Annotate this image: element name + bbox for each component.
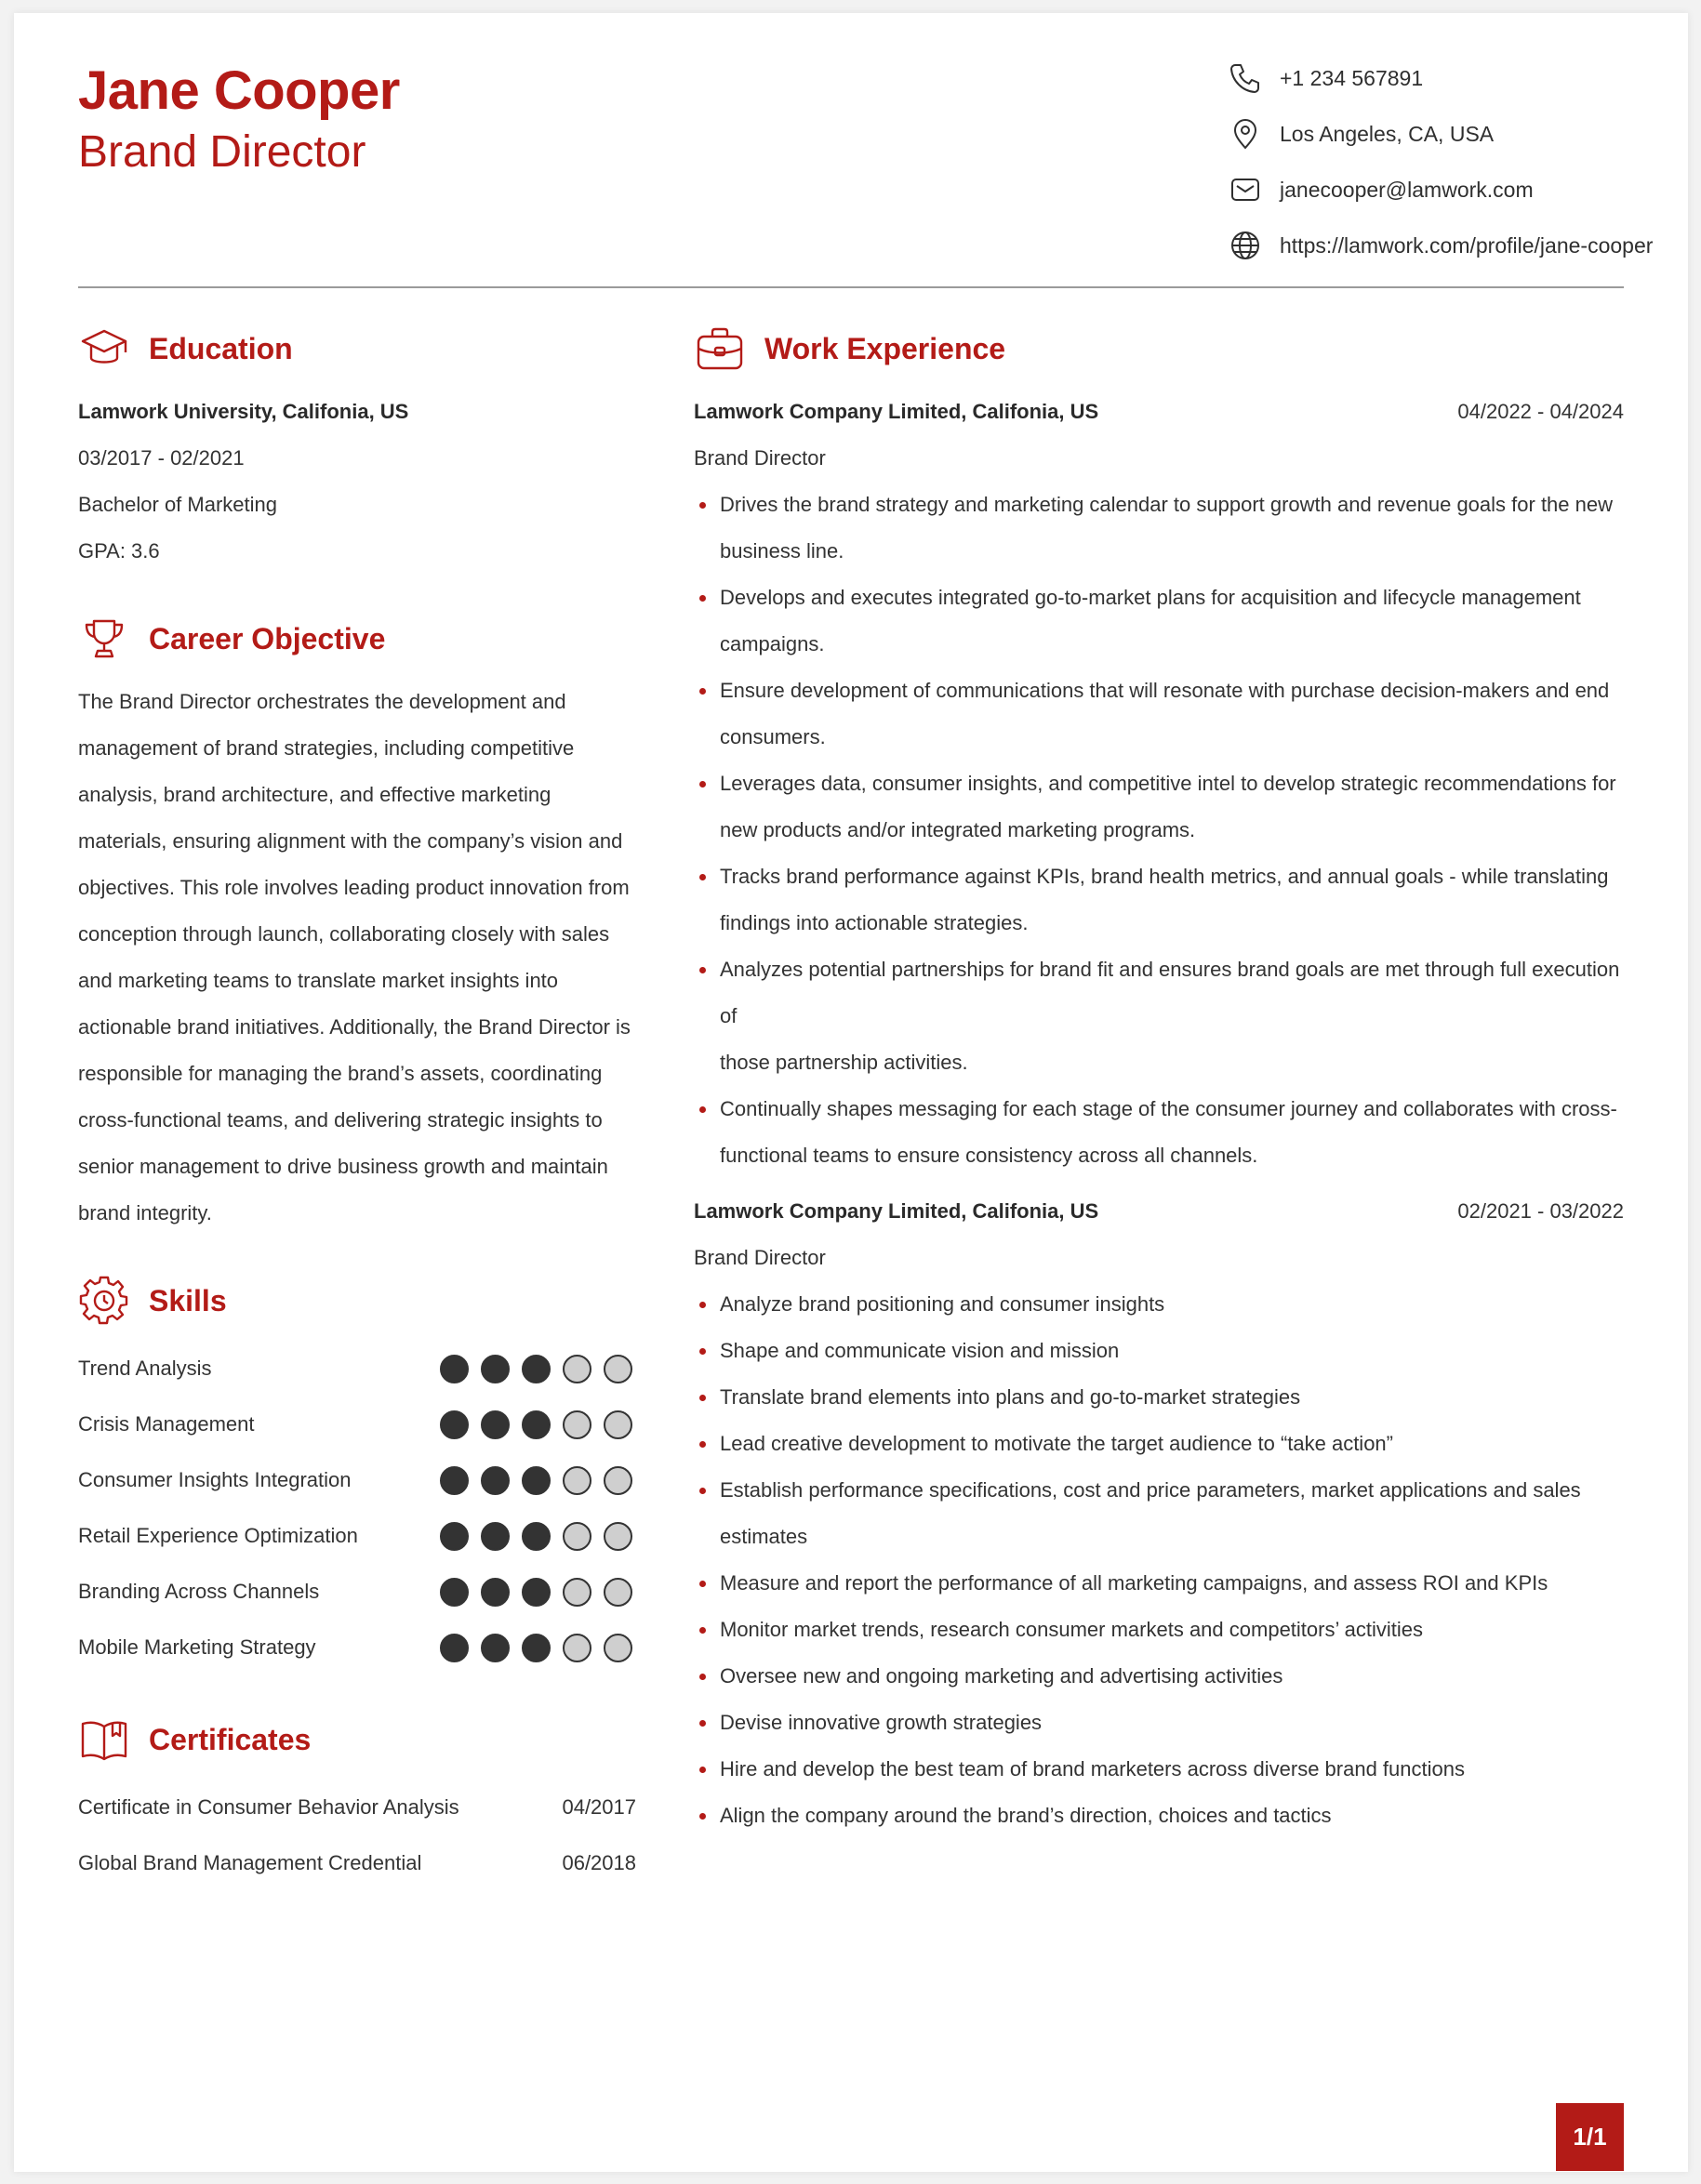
bullet-text-line: findings into actionable strategies. [720,911,1029,934]
objective-line: conception through launch, collaborating closely with sales [78,922,610,946]
objective-line: actionable brand initiatives. Additionally, the Brand Director is [78,1015,631,1039]
section-heading [694,320,1624,377]
bullet-item [694,1746,1624,1793]
career-objective-section [78,610,636,1237]
rating-dot-empty [563,1578,591,1607]
bullet-text-line: Tracks brand performance against KPIs, brand health metrics, and annual goals - while translating [720,865,1609,888]
contact-location [1227,106,1627,162]
job-dates: 04/2022 - 04/2024 [1457,400,1624,423]
bullet-text-line: functional teams to ensure consistency across all channels. [720,1144,1258,1167]
bullet-text-line: Continually shapes messaging for each stage of the consumer journey and collaborates with cross- [720,1097,1617,1120]
bullet-text-line: Analyzes potential partnerships for brand fit and ensures brand goals are met through full execution of [720,958,1620,1027]
bullet-text-line: Align the company around the brand’s direction, choices and tactics [720,1804,1332,1827]
objective-line: analysis, brand architecture, and effective marketing [78,783,551,806]
bullet-item [694,946,1624,1086]
rating-dot-filled [440,1466,469,1495]
skill-rating [440,1634,632,1662]
rating-dot-filled [440,1634,469,1662]
section-heading [78,1711,636,1768]
bullet-item [694,1374,1624,1421]
bullet-item [694,575,1624,668]
contact-text: https://lamwork.com/profile/jane-cooper [1280,232,1654,258]
skill-row [78,1508,636,1564]
location-pin-icon [1227,115,1264,152]
bullet-text-line: those partnership activities. [720,1051,968,1074]
objective-line: objectives. This role involves leading product innovation from [78,876,630,899]
bullet-item [694,1607,1624,1653]
rating-dot-empty [563,1466,591,1495]
skill-name: Branding Across Channels [78,1580,320,1603]
rating-dot-empty [604,1410,632,1439]
bullet-text-line: Leverages data, consumer insights, and competitive intel to develop strategic recommendations for [720,772,1616,795]
bullet-item [694,1467,1624,1560]
objective-line: brand integrity. [78,1201,212,1224]
bullet-item [694,668,1624,761]
rating-dot-empty [604,1466,632,1495]
briefcase-icon [694,323,746,375]
globe-icon [1227,227,1264,264]
rating-dot-empty [563,1410,591,1439]
candidate-name: Jane Cooper [78,60,400,121]
certificate-date: 06/2018 [562,1851,636,1874]
section-title: Career Objective [149,621,386,655]
rating-dot-empty [604,1522,632,1551]
bullet-text-line: Establish performance specifications, cost and price parameters, market applications and sales [720,1478,1581,1502]
section-heading [78,320,636,377]
phone-icon [1227,60,1264,97]
skill-row [78,1452,636,1508]
bullet-item [694,1281,1624,1328]
bullet-text-line: Hire and develop the best team of brand marketers across diverse brand functions [720,1757,1465,1780]
education-dates: 03/2017 - 02/2021 [78,446,245,470]
contact-list [1227,50,1654,273]
rating-dot-filled [440,1410,469,1439]
bullet-text-line: consumers. [720,725,826,748]
bullet-item [694,1421,1624,1467]
contact-website [1227,218,1654,273]
bullet-text-line: Measure and report the performance of all marketing campaigns, and assess ROI and KPIs [720,1571,1548,1595]
right-column [694,320,1624,1839]
left-column [78,320,636,1891]
section-heading [78,1272,636,1330]
gpa: GPA: 3.6 [78,539,160,563]
page-indicator: 1/1 [1556,2103,1624,2171]
rating-dot-empty [563,1522,591,1551]
skill-rating [440,1466,632,1495]
rating-dot-empty [604,1355,632,1383]
bullet-text-line: business line. [720,539,844,563]
bullet-text-line: Shape and communicate vision and mission [720,1339,1120,1362]
contact-text: janecooper@lamwork.com [1280,177,1534,202]
bullet-text-line: Ensure development of communications that will resonate with purchase decision-makers and end [720,679,1610,702]
bullet-text-line: Oversee new and ongoing marketing and advertising activities [720,1664,1283,1688]
certificate-row [78,1835,636,1891]
bullet-text-line: Develops and executes integrated go-to-market plans for acquisition and lifecycle management [720,586,1581,609]
section-title: Education [149,331,293,365]
contact-text: Los Angeles, CA, USA [1280,121,1495,146]
skill-rating [440,1578,632,1607]
rating-dot-filled [440,1522,469,1551]
certificate-row [78,1780,636,1835]
skill-rating [440,1522,632,1551]
job-header [694,1188,1624,1235]
section-heading [78,610,636,668]
job-entry [694,1188,1624,1839]
school-name: Lamwork University, Califonia, US [78,400,409,423]
mail-icon [1227,171,1264,208]
bullet-text-line: campaigns. [720,632,825,655]
bullet-item [694,1700,1624,1746]
job-dates: 02/2021 - 03/2022 [1457,1199,1624,1223]
job-bullets [694,482,1624,1179]
rating-dot-filled [481,1578,510,1607]
rating-dot-filled [481,1355,510,1383]
rating-dot-empty [563,1355,591,1383]
bullet-item [694,1653,1624,1700]
gear-clock-icon [78,1275,130,1327]
bullet-text-line: Analyze brand positioning and consumer insights [720,1292,1165,1316]
bullet-item [694,761,1624,854]
company-name: Lamwork Company Limited, Califonia, US [694,1199,1099,1223]
objective-line: responsible for managing the brand’s assets, coordinating [78,1062,603,1085]
job-bullets [694,1281,1624,1839]
rating-dot-filled [522,1578,551,1607]
rating-dot-filled [522,1522,551,1551]
bullet-item [694,1328,1624,1374]
bullet-text-line: Monitor market trends, research consumer markets and competitors’ activities [720,1618,1424,1641]
certificate-name: Global Brand Management Credential [78,1851,422,1874]
rating-dot-filled [522,1466,551,1495]
skill-rating [440,1355,632,1383]
rating-dot-empty [563,1634,591,1662]
resume-header [78,50,1654,288]
skill-name: Consumer Insights Integration [78,1468,352,1491]
skill-rating [440,1410,632,1439]
job-entry [694,389,1624,1179]
rating-dot-filled [440,1355,469,1383]
degree: Bachelor of Marketing [78,493,277,516]
skill-row [78,1341,636,1396]
book-icon [78,1714,130,1766]
bullet-text-line: Devise innovative growth strategies [720,1711,1043,1734]
skill-row [78,1620,636,1675]
certificate-name: Certificate in Consumer Behavior Analysis [78,1795,459,1819]
rating-dot-empty [604,1578,632,1607]
rating-dot-filled [481,1466,510,1495]
rating-dot-filled [522,1634,551,1662]
bullet-text-line: new products and/or integrated marketing programs. [720,818,1196,841]
rating-dot-filled [481,1522,510,1551]
skills-list [78,1341,636,1675]
objective-paragraph [78,679,636,1237]
rating-dot-filled [440,1578,469,1607]
rating-dot-filled [481,1410,510,1439]
skill-row [78,1564,636,1620]
certificates-section [78,1711,636,1891]
objective-line: The Brand Director orchestrates the development and [78,690,566,713]
skill-name: Retail Experience Optimization [78,1524,358,1547]
contact-email [1227,162,1627,218]
bullet-text-line: Translate brand elements into plans and go-to-market strategies [720,1385,1301,1409]
rating-dot-filled [522,1355,551,1383]
bullet-text-line: estimates [720,1525,808,1548]
bullet-item [694,1793,1624,1839]
job-role: Brand Director [694,446,826,470]
certificate-date: 04/2017 [562,1795,636,1819]
bullet-item [694,482,1624,575]
job-header [694,389,1624,435]
section-title: Work Experience [764,331,1006,365]
candidate-title: Brand Director [78,127,366,177]
objective-line: and marketing teams to translate market insights into [78,969,559,992]
skill-name: Trend Analysis [78,1357,212,1380]
contact-text: +1 234 567891 [1280,65,1424,90]
job-role: Brand Director [694,1246,826,1269]
bullet-item [694,1560,1624,1607]
section-title: Skills [149,1283,227,1317]
rating-dot-filled [522,1410,551,1439]
resume-page [14,13,1688,2172]
objective-line: cross-functional teams, and delivering strategic insights to [78,1108,603,1132]
rating-dot-empty [604,1634,632,1662]
section-title: Certificates [149,1722,312,1756]
bullet-item [694,854,1624,946]
education-section [78,320,636,575]
bullet-text-line: Lead creative development to motivate the target audience to “take action” [720,1432,1393,1455]
rating-dot-filled [481,1634,510,1662]
objective-line: materials, ensuring alignment with the company’s vision and [78,829,623,853]
bullet-item [694,1086,1624,1179]
company-name: Lamwork Company Limited, Califonia, US [694,400,1099,423]
bullet-text-line: Drives the brand strategy and marketing calendar to support growth and revenue goals for the new [720,493,1613,516]
objective-line: senior management to drive business growth and maintain [78,1155,608,1178]
objective-line: management of brand strategies, including competitive [78,736,575,760]
trophy-icon [78,613,130,665]
skill-name: Mobile Marketing Strategy [78,1635,316,1659]
graduation-cap-icon [78,323,130,375]
skill-row [78,1396,636,1452]
skills-section [78,1272,636,1675]
skill-name: Crisis Management [78,1412,255,1436]
contact-phone [1227,50,1627,106]
